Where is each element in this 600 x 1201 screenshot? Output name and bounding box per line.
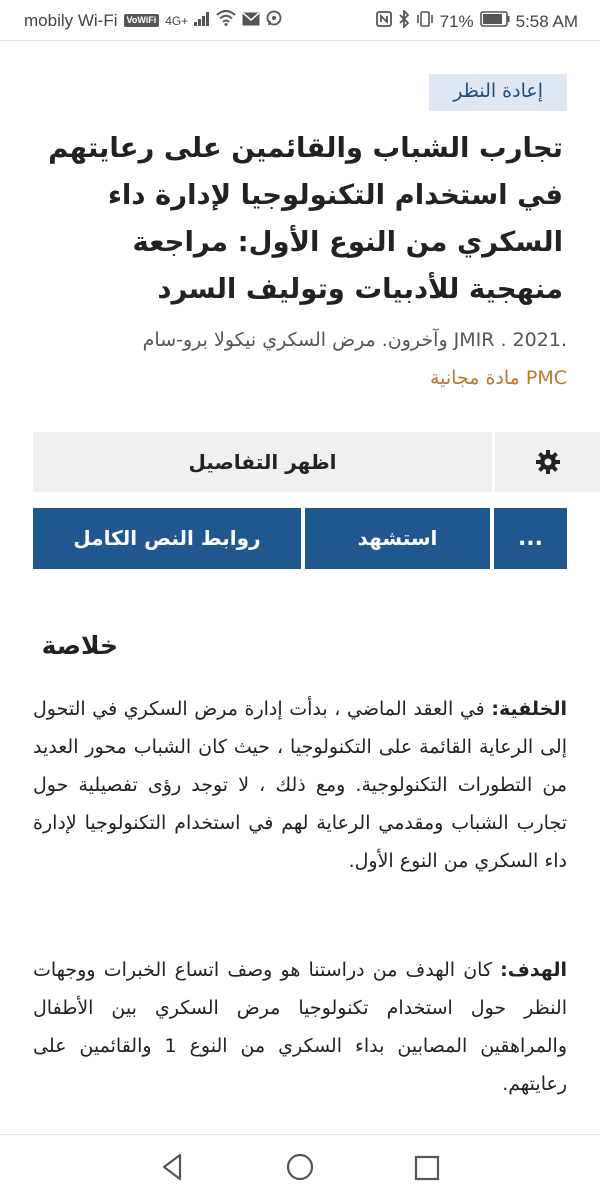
whatsapp-icon: [266, 10, 282, 31]
more-button[interactable]: ...: [494, 508, 567, 569]
article-citation: .JMIR . 2021 وآخرون. مرض السكري نيكولا برو-سام: [142, 329, 567, 351]
full-text-links-button[interactable]: روابط النص الكامل: [33, 508, 301, 569]
article-type-badge: إعادة النظر: [429, 74, 567, 111]
details-row: [33, 432, 567, 492]
bluetooth-icon: [398, 10, 410, 33]
show-details-button[interactable]: اظهر التفاصيل: [33, 432, 492, 492]
battery-icon: [480, 11, 510, 32]
abstract-heading: خلاصة: [41, 631, 118, 660]
nfc-icon: [376, 11, 392, 32]
free-pmc-label[interactable]: PMC مادة مجانية: [429, 367, 567, 389]
status-bar: [0, 0, 600, 40]
toolbar-divider: [0, 40, 600, 41]
background-text: في العقد الماضي ، بدأت إدارة مرض السكري في التحول إلى الرعاية القائمة على التكنولوجيا ، حيث كان الشباب محور العديد من التطورات التكنولوجية. ومع ذلك ، لا توجد رؤى تفصيلية حول تجارب الشباب ومقدمي الرعاية لهم في استخدام التكنولوجيا لإدارة داء السكري من النوع الأول.: [33, 698, 567, 872]
abstract-background: [33, 690, 567, 880]
network-label: 4G+: [165, 13, 189, 28]
system-nav-bar: [0, 1134, 600, 1201]
objective-text: كان الهدف من دراستنا هو وصف اتساع الخبرات ووجهات النظر حول استخدام تكنولوجيا مرض السكري بين الأطفال والمراهقين المصابين بداء السكري من النوع 1 والقائمين على رعايتهم.: [33, 959, 568, 1095]
recent-apps-icon[interactable]: [414, 1155, 440, 1181]
mail-icon: [242, 11, 260, 31]
background-label: الخلفية:: [491, 698, 567, 720]
wifi-icon: [216, 10, 236, 31]
signal-icon: [194, 11, 210, 31]
status-right: [376, 10, 578, 33]
vowifi-badge: VoWiFi: [124, 14, 160, 27]
actions-row: [33, 508, 567, 569]
status-left: [24, 10, 282, 31]
objective-label: الهدف:: [500, 959, 567, 981]
battery-percent: 71%: [439, 11, 474, 31]
article-title[interactable]: تجارب الشباب والقائمين على رعايتهم في استخدام التكنولوجيا لإدارة داء السكري من النوع الأول: مراجعة منهجية للأدبيات وتوليف السرد: [48, 132, 563, 305]
home-icon[interactable]: [286, 1153, 314, 1181]
article-header: [33, 74, 567, 394]
back-icon[interactable]: [158, 1152, 188, 1182]
gear-icon: [495, 432, 600, 492]
vibrate-icon: [416, 11, 434, 32]
carrier-label: mobily Wi-Fi: [24, 10, 118, 30]
settings-button[interactable]: [495, 432, 600, 492]
cite-button[interactable]: استشهد: [305, 508, 490, 569]
abstract-objective: [33, 951, 567, 1103]
clock: 5:58 AM: [515, 11, 578, 31]
